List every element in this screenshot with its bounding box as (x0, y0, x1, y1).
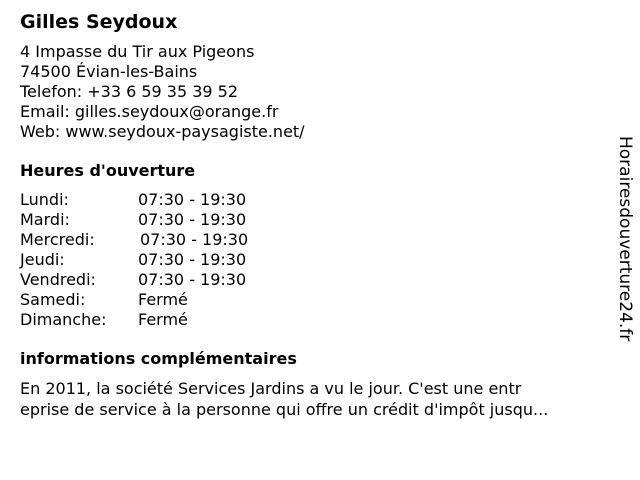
hours-heading: Heures d'ouverture (20, 161, 196, 180)
hours-day: Lundi: (20, 190, 69, 209)
phone-line: Telefon: +33 6 59 35 39 52 (20, 82, 239, 101)
hours-row-jeudi (20, 250, 600, 270)
hours-day: Vendredi: (20, 270, 96, 289)
info-heading: informations complémentaires (20, 349, 297, 368)
address-line-2: 74500 Évian-les-Bains (20, 62, 198, 81)
address-line-1: 4 Impasse du Tir aux Pigeons (20, 42, 255, 61)
hours-time: 07:30 - 19:30 (138, 190, 247, 209)
business-card (20, 10, 600, 420)
business-name: Gilles Seydoux (20, 11, 178, 33)
hours-row-vendredi (20, 270, 600, 290)
hours-time: 07:30 - 19:30 (138, 250, 247, 269)
hours-row-samedi (20, 290, 600, 310)
info-description (20, 378, 600, 420)
hours-time: Fermé (138, 290, 188, 309)
hours-row-mardi (20, 210, 600, 230)
info-line-1: En 2011, la société Services Jardins a vu le jour. C'est une entr (20, 379, 522, 398)
hours-day: Mercredi: (20, 230, 95, 249)
hours-day: Mardi: (20, 210, 70, 229)
site-watermark: Horairesdouverture24.fr (615, 136, 635, 342)
hours-time: 07:30 - 19:30 (138, 270, 247, 289)
hours-time: 07:30 - 19:30 (140, 230, 249, 249)
hours-time: Fermé (138, 310, 188, 329)
hours-time: 07:30 - 19:30 (138, 210, 247, 229)
hours-row-dimanche (20, 310, 600, 330)
info-line-2: eprise de service à la personne qui offre un crédit d'impôt jusqu... (20, 400, 549, 419)
hours-day: Samedi: (20, 290, 86, 309)
web-line: Web: www.seydoux-paysagiste.net/ (20, 122, 305, 141)
hours-row-mercredi (20, 230, 600, 250)
hours-day: Dimanche: (20, 310, 107, 329)
email-line: Email: gilles.seydoux@orange.fr (20, 102, 279, 121)
hours-day: Jeudi: (20, 250, 65, 269)
hours-row-lundi (20, 190, 600, 210)
